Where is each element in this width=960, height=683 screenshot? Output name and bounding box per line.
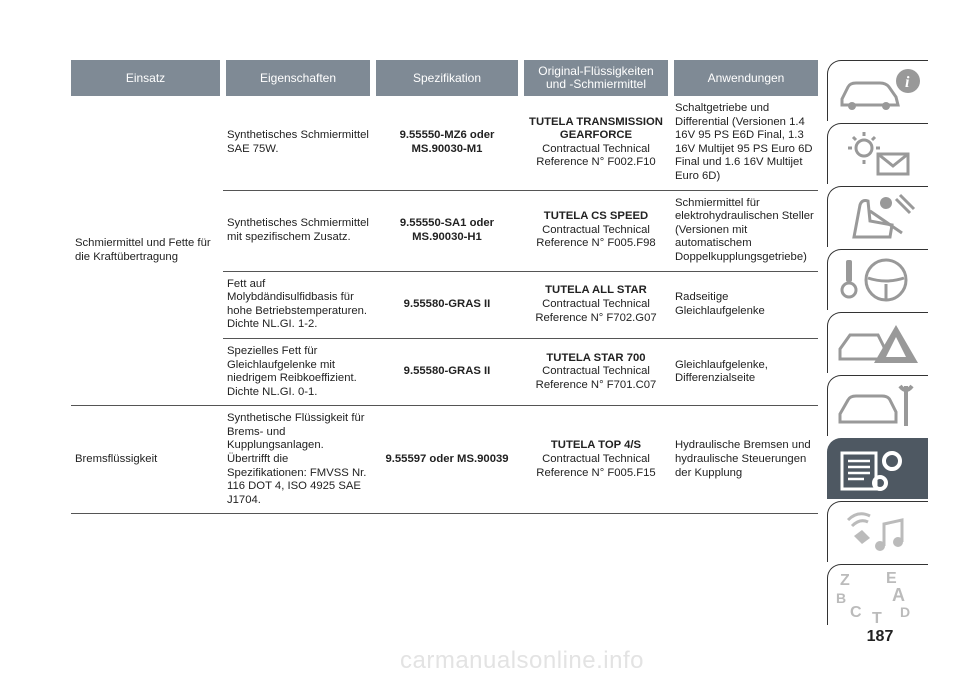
table-header-row bbox=[71, 60, 818, 96]
application-cell: Gleichlaufgelenke, Differenzialseite bbox=[671, 338, 818, 405]
properties-cell: Synthetische Flüssigkeit für Brems- und Kupplungsanlagen. Übertrifft die Spezifikationen: FMVSS Nr. 116 DOT 4, ISO 4925 SAE J1704. bbox=[223, 406, 373, 514]
table-row bbox=[71, 96, 818, 190]
watermark-text: carmanualsonline.info bbox=[400, 647, 644, 674]
specification-cell: 9.55550-SA1 oder MS.90030-H1 bbox=[373, 190, 521, 271]
original-fluid-name: TUTELA TRANSMISSION GEARFORCE bbox=[529, 115, 663, 142]
header-usage: Einsatz bbox=[71, 60, 223, 96]
warning-lights-icon bbox=[834, 128, 924, 180]
application-cell: Radseitige Gleichlaufgelenke bbox=[671, 271, 818, 338]
tab-steering-start[interactable] bbox=[827, 249, 928, 310]
original-fluid-reference: Contractual Technical Reference N° F702.G07 bbox=[535, 297, 657, 324]
original-fluid-name: TUTELA STAR 700 bbox=[546, 351, 646, 364]
original-fluid-reference: Contractual Technical Reference N° F005.F98 bbox=[536, 223, 656, 250]
properties-cell: Synthetisches Schmiermittel mit spezifischem Zusatz. bbox=[223, 190, 373, 271]
svg-text:i: i bbox=[905, 74, 910, 91]
application-cell: Hydraulische Bremsen und hydraulische Steuerungen der Kupplung bbox=[671, 406, 818, 514]
technical-data-icon bbox=[834, 443, 924, 495]
original-fluid-cell bbox=[521, 190, 671, 271]
chapter-sidebar bbox=[827, 60, 928, 627]
index-letter: D bbox=[900, 604, 911, 620]
tab-multimedia[interactable] bbox=[827, 501, 928, 562]
original-fluid-reference: Contractual Technical Reference N° F002.F10 bbox=[536, 142, 656, 169]
header-original-fluids: Original-Flüssigkeiten und -Schmiermittel bbox=[521, 60, 671, 96]
index-letter: Z bbox=[840, 572, 850, 589]
original-fluid-name: TUTELA ALL STAR bbox=[545, 284, 647, 297]
tab-index[interactable] bbox=[827, 564, 928, 625]
properties-cell: Synthetisches Schmiermittel SAE 75W. bbox=[223, 96, 373, 190]
header-applications: Anwendungen bbox=[671, 60, 818, 96]
original-fluid-cell bbox=[521, 338, 671, 405]
specification-cell: 9.55580-GRAS II bbox=[373, 338, 521, 405]
original-fluid-cell bbox=[521, 96, 671, 190]
car-maintenance-icon bbox=[834, 380, 924, 432]
index-letters-icon bbox=[834, 569, 924, 625]
properties-cell: Spezielles Fett für Gleichlaufgelenke mit niedrigem Reibkoeffizient. Dichte NL.GI. 0-1. bbox=[223, 338, 373, 405]
application-cell: Schmiermittel für elektrohydraulischen Steller (Versionen mit automatischem Doppelkupplungsgetriebe) bbox=[671, 190, 818, 271]
original-fluid-name: TUTELA CS SPEED bbox=[543, 210, 649, 223]
specification-cell: 9.55580-GRAS II bbox=[373, 271, 521, 338]
application-cell: Schaltgetriebe und Differential (Versionen 1.4 16V 95 PS E6D Final, 1.3 16V Multijet 95 PS Euro 6D Final und 1.6 16V Multijet Euro 6D) bbox=[671, 96, 818, 190]
table-row bbox=[71, 406, 818, 514]
tab-technical-data[interactable] bbox=[827, 438, 928, 499]
properties-cell: Fett auf Molybdändisulfidbasis für hohe Betriebstemperaturen. Dichte NL.GI. 1-2. bbox=[223, 271, 373, 338]
car-info-icon bbox=[834, 65, 924, 117]
usage-cell: Schmiermittel und Fette für die Kraftübertragung bbox=[71, 96, 223, 406]
usage-cell: Bremsflüssigkeit bbox=[71, 406, 223, 514]
original-fluid-cell bbox=[521, 271, 671, 338]
original-fluid-reference: Contractual Technical Reference N° F005.F15 bbox=[536, 453, 656, 479]
index-letter: B bbox=[836, 590, 847, 606]
index-letter: A bbox=[892, 585, 905, 605]
original-fluid-reference: Contractual Technical Reference N° F701.C07 bbox=[535, 365, 657, 391]
seat-safety-icon bbox=[834, 191, 924, 243]
specification-cell: 9.55597 oder MS.90039 bbox=[373, 406, 521, 514]
fluids-spec-table bbox=[71, 60, 818, 514]
index-letter: E bbox=[886, 570, 897, 587]
tab-seat-safety[interactable] bbox=[827, 186, 928, 247]
tab-car-info[interactable] bbox=[827, 60, 928, 121]
tab-warning-lights[interactable] bbox=[827, 123, 928, 184]
original-fluid-cell bbox=[521, 406, 671, 514]
index-letter: T bbox=[872, 610, 882, 625]
multimedia-icon bbox=[834, 506, 924, 558]
emergency-triangle-icon bbox=[834, 317, 924, 369]
index-letter: C bbox=[850, 604, 862, 621]
header-specification: Spezifikation bbox=[373, 60, 521, 96]
steering-wheel-key-icon bbox=[834, 254, 924, 306]
tab-maintenance[interactable] bbox=[827, 375, 928, 436]
original-fluid-name: TUTELA TOP 4/S bbox=[550, 439, 642, 452]
tab-emergency[interactable] bbox=[827, 312, 928, 373]
header-properties: Eigenschaften bbox=[223, 60, 373, 96]
specification-cell: 9.55550-MZ6 oder MS.90030-M1 bbox=[373, 96, 521, 190]
page-number: 187 bbox=[866, 628, 894, 645]
